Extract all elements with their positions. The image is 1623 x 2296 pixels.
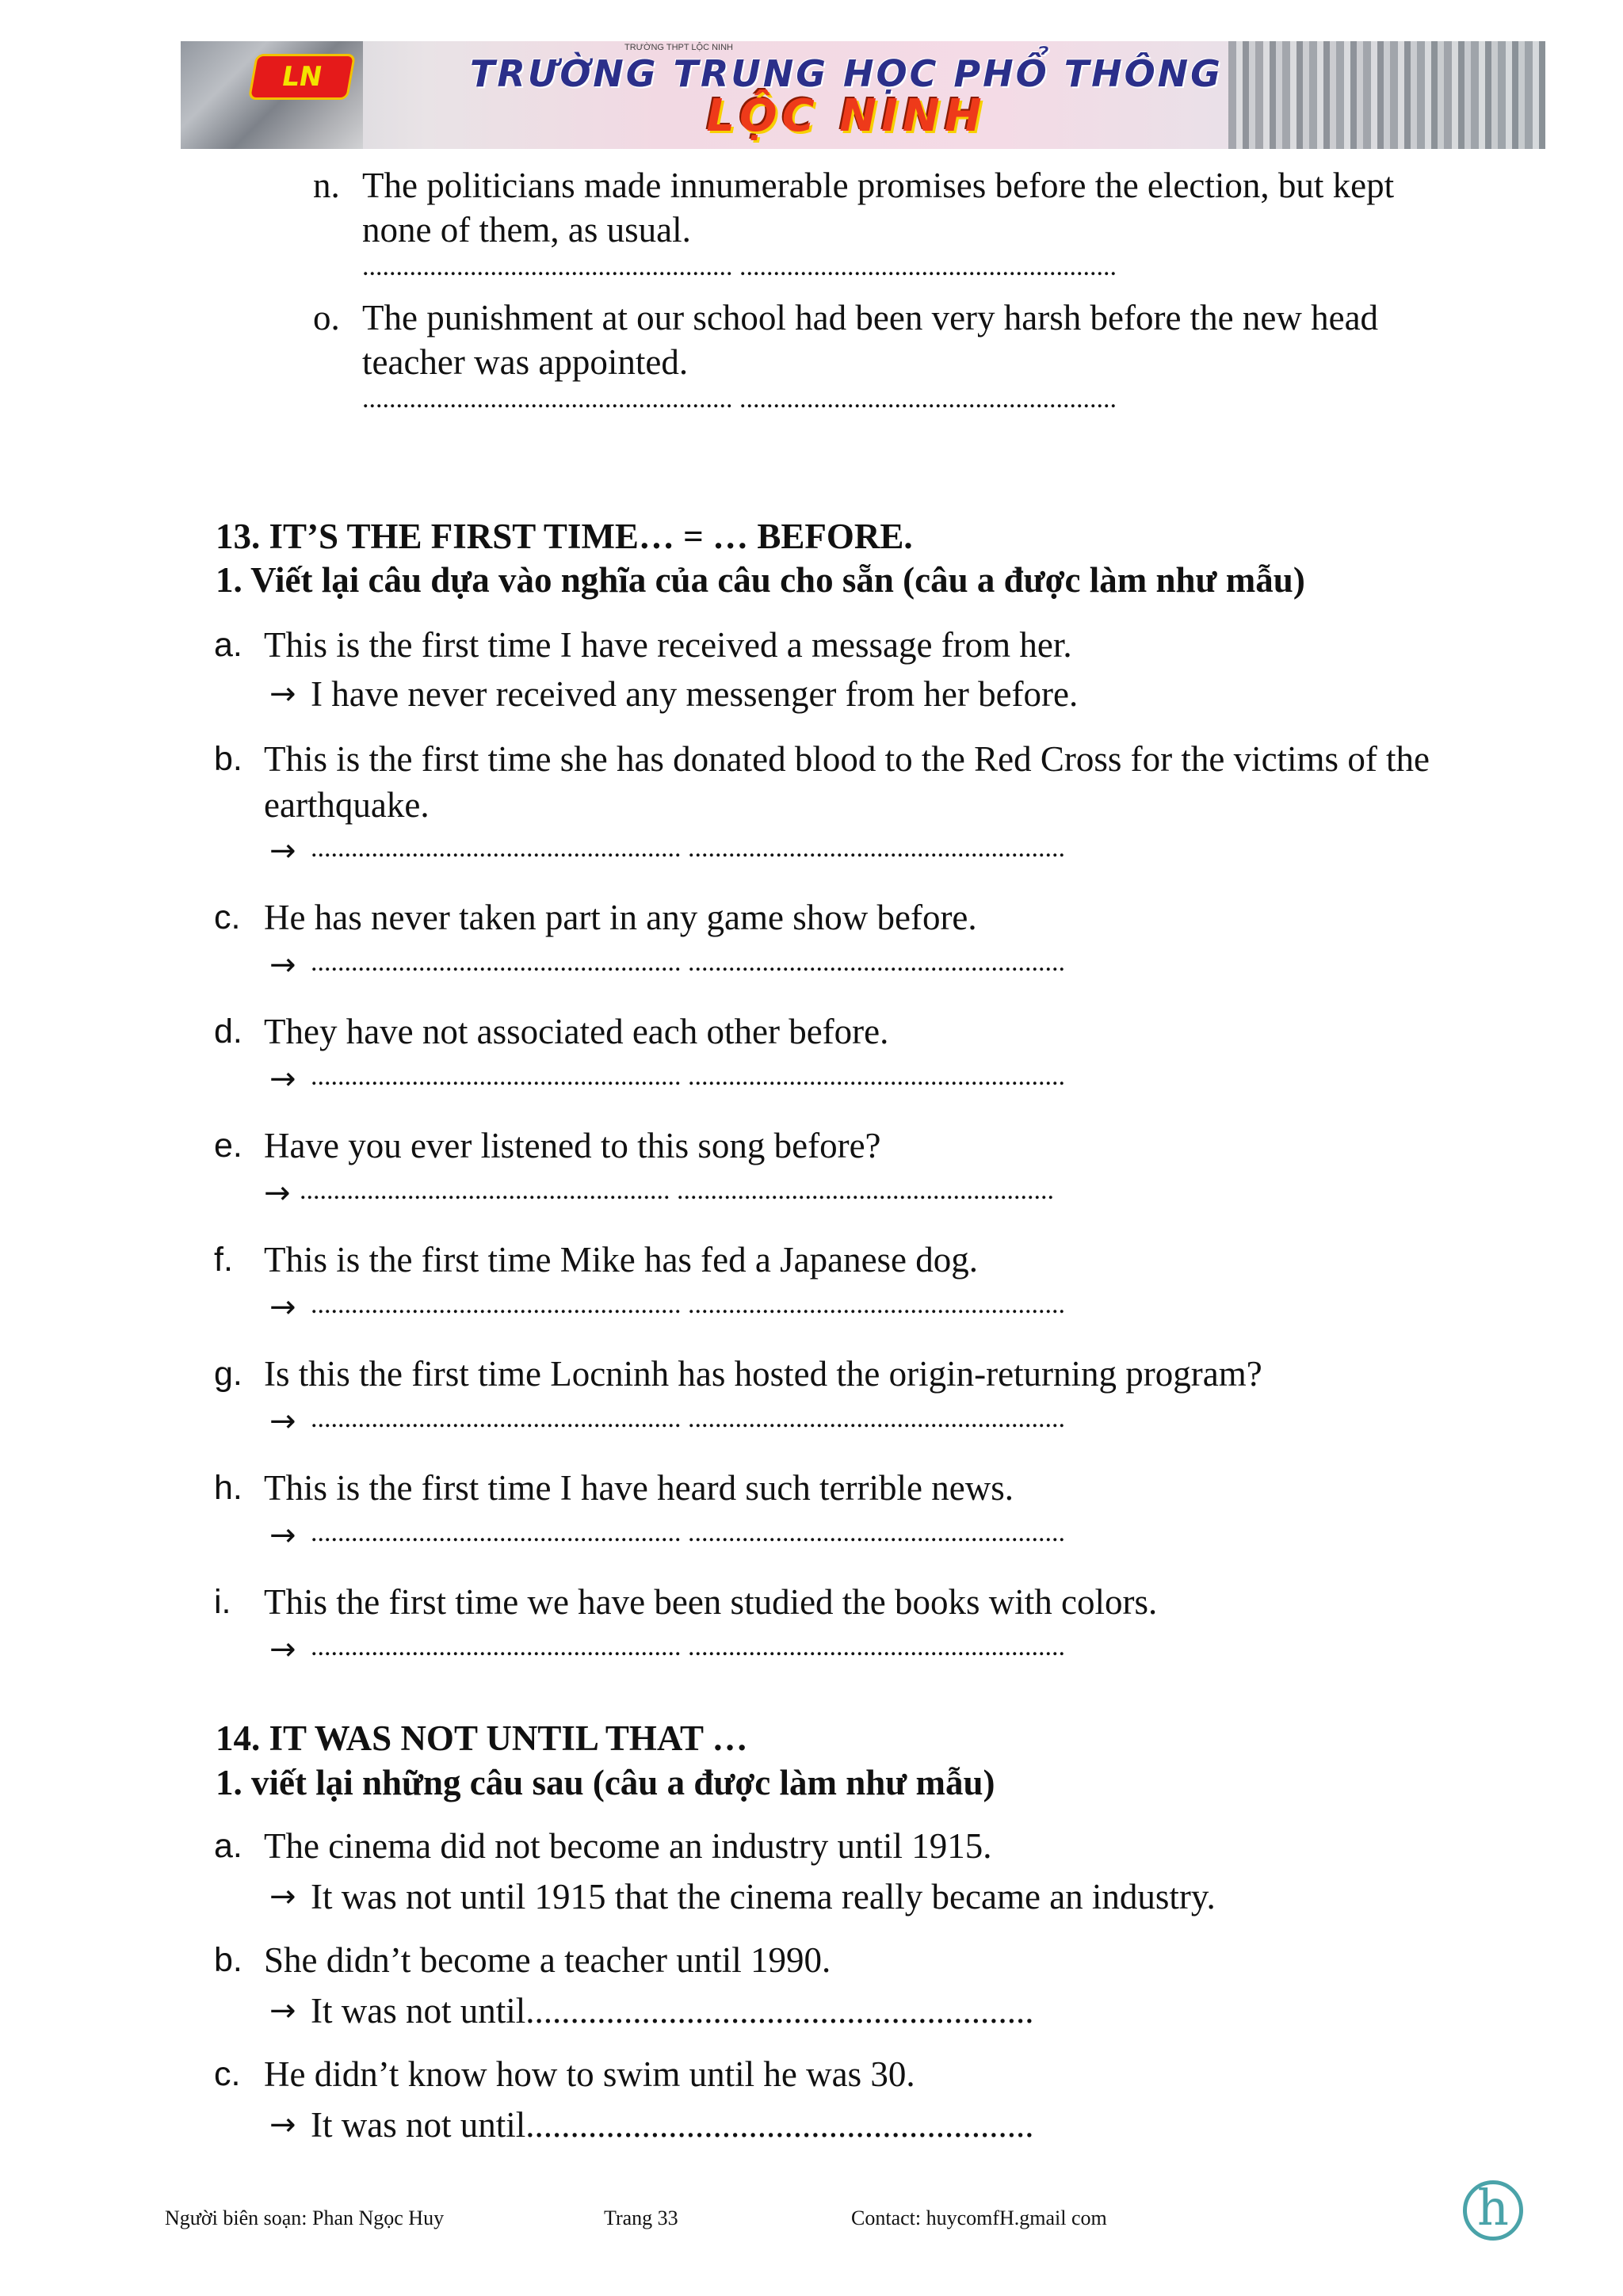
item-label: o. [313,298,340,338]
example-answer: I have never received any messenger from her before. [311,674,1079,714]
item-label: a. [214,626,242,664]
footer-author: Người biên soạn: Phan Ngọc Huy [165,2206,445,2229]
item-label: d. [214,1013,242,1051]
item-label: b. [214,740,242,778]
arrow-icon: → [269,833,296,869]
arrow-icon: → [264,1175,291,1211]
item-label: n. [313,166,340,205]
answer-prompt: It was not until......................................................... [311,1991,1034,2031]
arrow-icon: → [269,676,296,712]
item-text: They have not associated each other before. [264,1012,889,1051]
answer-blank: ....................................................... ........................................................ [362,252,1117,281]
item-label: i. [214,1583,231,1621]
answer-blank: ....................................................... ........................................................ [311,1290,1065,1319]
section-14-instruction: 1. viết lại những câu sau (câu a được làm như mẫu) [216,1763,995,1802]
item-label: c. [214,898,241,936]
item-text: He has never taken part in any game show before. [264,898,977,937]
school-logo: LN [248,54,356,100]
answer-prompt: It was not until......................................................... [311,2105,1034,2145]
header-banner [181,41,1545,149]
item-text: This is the first time she has donated blood to the Red Cross for the victims of the [264,739,1430,779]
item-label: h. [214,1469,242,1507]
arrow-icon: → [269,1403,296,1440]
answer-blank: ....................................................... ........................................................ [311,1632,1065,1661]
item-text: This is the first time I have received a message from her. [264,625,1072,665]
answer-blank: ....................................................... ........................................................ [311,1062,1065,1091]
item-text: The cinema did not become an industry until 1915. [264,1826,992,1866]
banner-title-line2: LỘC NINH [706,90,987,142]
arrow-icon: → [269,2107,296,2143]
section-14-title: 14. IT WAS NOT UNTIL THAT … [216,1718,748,1758]
item-label: g. [214,1355,242,1393]
answer-blank: ....................................................... ........................................................ [311,833,1065,863]
answer-blank: ....................................................... ........................................................ [362,384,1117,414]
item-label: b. [214,1941,242,1979]
answer-blank: ....................................................... ........................................................ [311,1518,1065,1547]
item-text: The politicians made innumerable promises before the election, but kept [362,166,1395,205]
section-13-title: 13. IT’S THE FIRST TIME… = … BEFORE. [216,517,913,556]
banner-title-line1: TRƯỜNG TRUNG HỌC PHỔ THÔNG [470,52,1223,95]
item-text: teacher was appointed. [362,342,689,382]
answer-blank: ....................................................... ........................................................ [311,1404,1065,1433]
item-text: This the first time we have been studied the books with colors. [264,1582,1158,1622]
answer-blank: ....................................................... ........................................................ [311,948,1065,977]
arrow-icon: → [269,1289,296,1325]
arrow-icon: → [269,947,296,983]
item-label: a. [214,1827,242,1865]
item-text: Is this the first time Locninh has hosted the origin-returning program? [264,1354,1262,1394]
arrow-icon: → [269,1878,296,1915]
item-text: This is the first time I have heard such terrible news. [264,1468,1014,1508]
item-text: This is the first time Mike has fed a Japanese dog. [264,1240,979,1280]
item-text: She didn’t become a teacher until 1990. [264,1940,831,1980]
arrow-icon: → [269,1517,296,1554]
footer-contact: Contact: huycomfH.gmail com [851,2206,1107,2229]
arrow-icon: → [269,1993,296,2029]
item-label: f. [214,1241,233,1279]
section-13-instruction: 1. Viết lại câu dựa vào nghĩa của câu cho sẵn (câu a được làm như mẫu) [216,560,1305,600]
footer-logo-icon: h [1463,2180,1523,2241]
example-answer: It was not until 1915 that the cinema really became an industry. [311,1877,1216,1917]
item-text: The punishment at our school had been very harsh before the new head [362,298,1379,338]
item-text: He didn’t know how to swim until he was 30. [264,2054,915,2094]
item-text: earthquake. [264,785,430,825]
arrow-icon: → [269,1631,296,1668]
item-text: none of them, as usual. [362,210,691,250]
item-label: e. [214,1127,242,1165]
school-small-label: TRƯỜNG THPT LỘC NINH [624,43,733,52]
answer-blank: ....................................................... ........................................................ [300,1176,1054,1205]
footer-page-number: Trang 33 [604,2206,678,2229]
item-text: Have you ever listened to this song before? [264,1126,881,1165]
arrow-icon: → [269,1061,296,1097]
item-label: c. [214,2055,241,2093]
